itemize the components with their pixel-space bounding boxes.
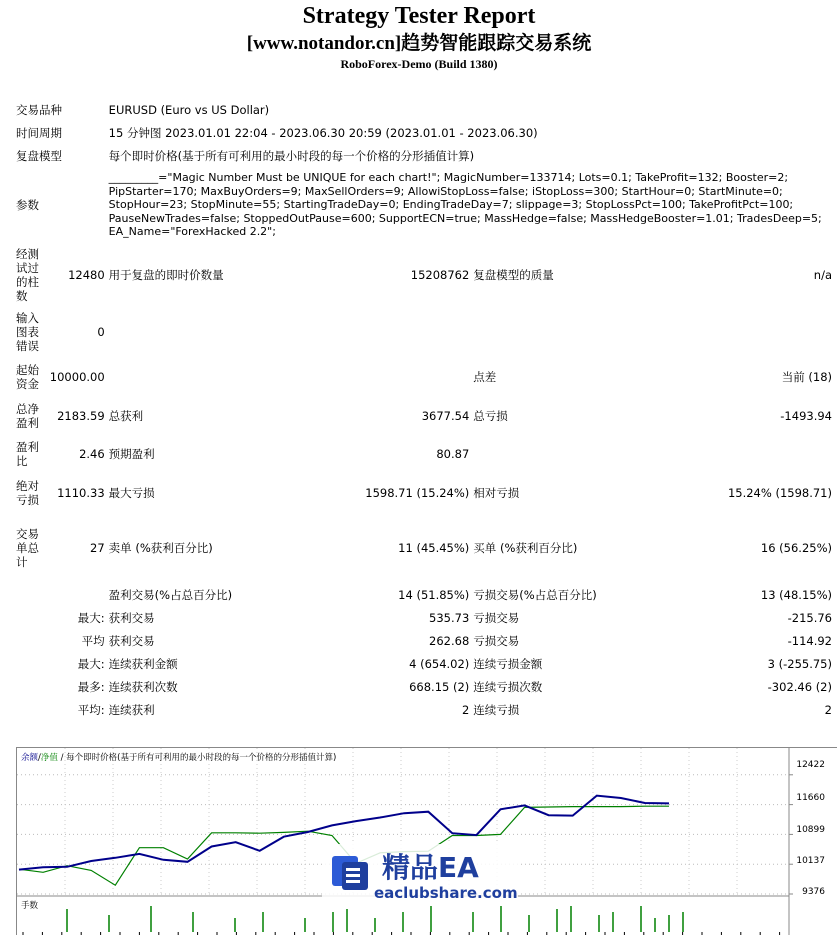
expected-label: 预期盈利 (108, 447, 155, 461)
ticks-label: 用于复盘的即时价数量 (108, 268, 224, 282)
bars-value: 12480 (68, 268, 105, 282)
deposit-label: 起始资金 (16, 363, 39, 391)
params-value: _________="Magic Number Must be UNIQUE for each chart!"; MagicNumber=133714; Lots=0.1; TakeProfit=132; Booster=2; PipStarter=170; MaxBuyOrders=9; MaxSellOrders=9; AllowiStopLoss=false; iStopLoss=300; StartHour=0; StartMinute=0; StopHour=23; StopMinute=55; StartingTradeDay=0; EndingTradeDay=7; slippage=3; StopLossPct=100; TakeProfitPct=100; PauseNewTrades=false; StoppedOutPause=600; SupportECN=true; MassHedge=false; MassHedgeBooster=1.01; TradesDeep=5; EA_Name="ForexHacked 2.2"; (108, 171, 822, 239)
quality-value: n/a (813, 268, 832, 282)
avgcons-loss-value: 2 (824, 702, 832, 717)
maxcons-loss-label: 连续亏损金额 (473, 656, 543, 671)
maxdd-value: 1598.71 (15.24%) (365, 486, 470, 500)
spread-value: 当前 (18) (781, 370, 832, 384)
reldd-value: 15.24% (1598.71) (727, 486, 832, 500)
largest-loss-value: -215.76 (787, 610, 832, 625)
avgcons-label: 平均: (77, 702, 105, 717)
avgcons-win-label: 连续获利 (108, 702, 155, 717)
profit-trades-label: 盈利交易(%占总百分比) (108, 587, 233, 602)
grossloss-label: 总亏损 (473, 409, 508, 423)
maxcons-loss-value: 3 (-255.75) (767, 656, 832, 671)
maxconsp-label: 最多: (77, 679, 105, 694)
legend-balance: 余额 (21, 753, 39, 763)
report-subtitle: [www.notandor.cn]趋势智能跟踪交易系统 (246, 33, 592, 54)
legend-equity: 净值 (40, 753, 58, 763)
average-loss-label: 亏损交易 (473, 633, 520, 648)
y-tick-label: 11660 (796, 793, 825, 803)
watermark-url: eaclubshare.com (374, 884, 518, 902)
grossloss-value: -1493.94 (780, 409, 832, 423)
avgcons-loss-label: 连续亏损 (473, 702, 520, 717)
average-profit-label: 获利交易 (108, 633, 155, 648)
watermark (322, 844, 518, 906)
maxconsp-loss-value: -302.46 (2) (767, 679, 832, 694)
absdd-label: 绝对亏损 (16, 479, 39, 507)
maxcons-label: 最大: (77, 656, 105, 671)
errors-value: 0 (97, 325, 105, 339)
largest-label: 最大: (77, 610, 105, 625)
maxconsp-loss-label: 连续亏损次数 (473, 679, 543, 694)
long-label: 买单 (%获利百分比) (473, 541, 578, 555)
loss-trades-label: 亏损交易(%占总百分比) (473, 587, 597, 602)
largest-profit-label: 获利交易 (108, 610, 155, 625)
loss-trades-value: 13 (48.15%) (760, 587, 832, 602)
average-label: 平均 (81, 633, 105, 648)
trades-value: 27 (90, 541, 105, 555)
symbol-label: 交易品种 (16, 102, 62, 117)
report-table (14, 98, 834, 721)
bars-label: 经测试过的柱数 (16, 247, 39, 303)
chart-legend (21, 751, 336, 763)
symbol-value: EURUSD (Euro vs US Dollar) (108, 102, 270, 117)
chart-svg (17, 748, 837, 935)
trades-label: 交易单总计 (16, 527, 39, 569)
pf-label: 盈利比 (16, 440, 39, 468)
volume-label: 手数 (21, 901, 39, 911)
maxcons-win-value: 4 (654.02) (409, 656, 470, 671)
maxdd-label: 最大亏损 (108, 486, 155, 500)
netprofit-value: 2183.59 (57, 409, 105, 423)
model-label: 复盘模型 (16, 148, 62, 163)
netprofit-label: 总净盈利 (16, 402, 39, 430)
y-tick-label: 12422 (796, 760, 825, 770)
short-value: 11 (45.45%) (398, 541, 470, 555)
reldd-label: 相对亏损 (473, 486, 520, 500)
average-profit-value: 262.68 (429, 633, 470, 648)
period-label: 时间周期 (16, 125, 62, 140)
params-label: 参数 (16, 198, 39, 212)
deposit-value: 10000.00 (49, 370, 105, 384)
balance-chart (16, 747, 837, 935)
legend-model: / 每个即时价格(基于所有可利用的最小时段的每一个价格的分形插值计算) (60, 753, 337, 763)
watermark-cn: 精品EA (382, 851, 479, 884)
y-tick-label: 10137 (796, 856, 825, 866)
report-server: RoboForex-Demo (Build 1380) (340, 57, 498, 71)
profit-trades-value: 14 (51.85%) (398, 587, 470, 602)
errors-label: 输入图表错误 (16, 311, 39, 353)
model-value: 每个即时价格(基于所有可利用的最小时段的每一个价格的分形插值计算) (108, 148, 475, 163)
spread-label: 点差 (473, 370, 497, 384)
legend-sep: / (38, 753, 41, 763)
report-header (0, 2, 838, 72)
grossprofit-value: 3677.54 (421, 409, 470, 423)
long-value: 16 (56.25%) (760, 541, 832, 555)
maxconsp-win-label: 连续获利次数 (108, 679, 178, 694)
expected-value: 80.87 (436, 447, 470, 461)
y-tick-label: 9376 (802, 887, 825, 897)
largest-loss-label: 亏损交易 (473, 610, 520, 625)
short-label: 卖单 (%获利百分比) (108, 541, 213, 555)
largest-profit-value: 535.73 (429, 610, 470, 625)
report-title: Strategy Tester Report (302, 3, 536, 29)
ticks-value: 15208762 (410, 268, 470, 282)
period-value: 15 分钟图 2023.01.01 22:04 - 2023.06.30 20:59 (2023.01.01 - 2023.06.30) (108, 125, 538, 140)
absdd-value: 1110.33 (57, 486, 105, 500)
pf-value: 2.46 (79, 447, 105, 461)
maxconsp-win-value: 668.15 (2) (409, 679, 470, 694)
y-tick-label: 10899 (796, 825, 825, 835)
quality-label: 复盘模型的质量 (473, 268, 554, 282)
maxcons-win-label: 连续获利金额 (108, 656, 178, 671)
grossprofit-label: 总获利 (108, 409, 144, 423)
watermark-logo-icon (328, 850, 372, 894)
avgcons-win-value: 2 (461, 702, 470, 717)
average-loss-value: -114.92 (787, 633, 832, 648)
